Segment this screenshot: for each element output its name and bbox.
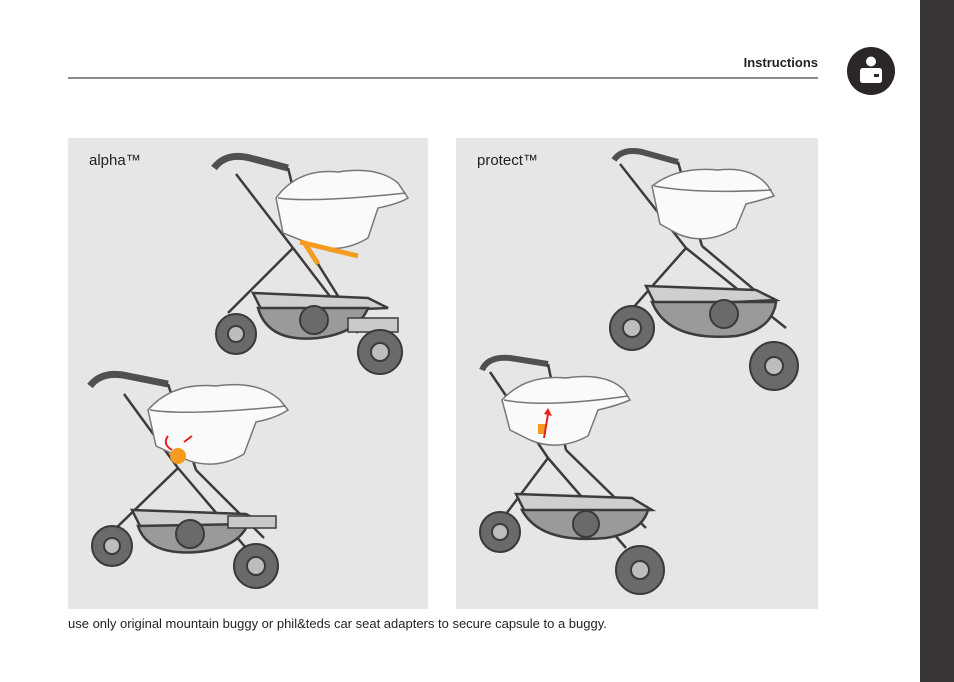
instruction-caption: use only original mountain buggy or phil&teds car seat adapters to secure capsule to a buggy. — [68, 616, 607, 631]
side-tab-bar — [920, 0, 954, 682]
page-header-title: Instructions — [743, 55, 818, 70]
car-seat-capsule-bottom — [502, 377, 630, 446]
buggy-illustration-alpha — [68, 138, 428, 609]
panel-label-protect: protect™ — [477, 152, 538, 169]
wheels-top — [216, 306, 402, 374]
car-seat-capsule-top — [276, 170, 408, 248]
illustration-panel-protect — [456, 138, 818, 609]
illustration-panel-alpha — [68, 138, 428, 609]
buggy-illustration-protect — [456, 138, 818, 609]
car-seat-capsule-bottom — [148, 385, 288, 465]
wheels-bottom — [92, 520, 278, 588]
panel-label-alpha: alpha™ — [89, 152, 141, 169]
car-seat-capsule-top — [652, 169, 774, 238]
header-divider — [68, 77, 818, 79]
person-badge-icon — [847, 47, 895, 95]
